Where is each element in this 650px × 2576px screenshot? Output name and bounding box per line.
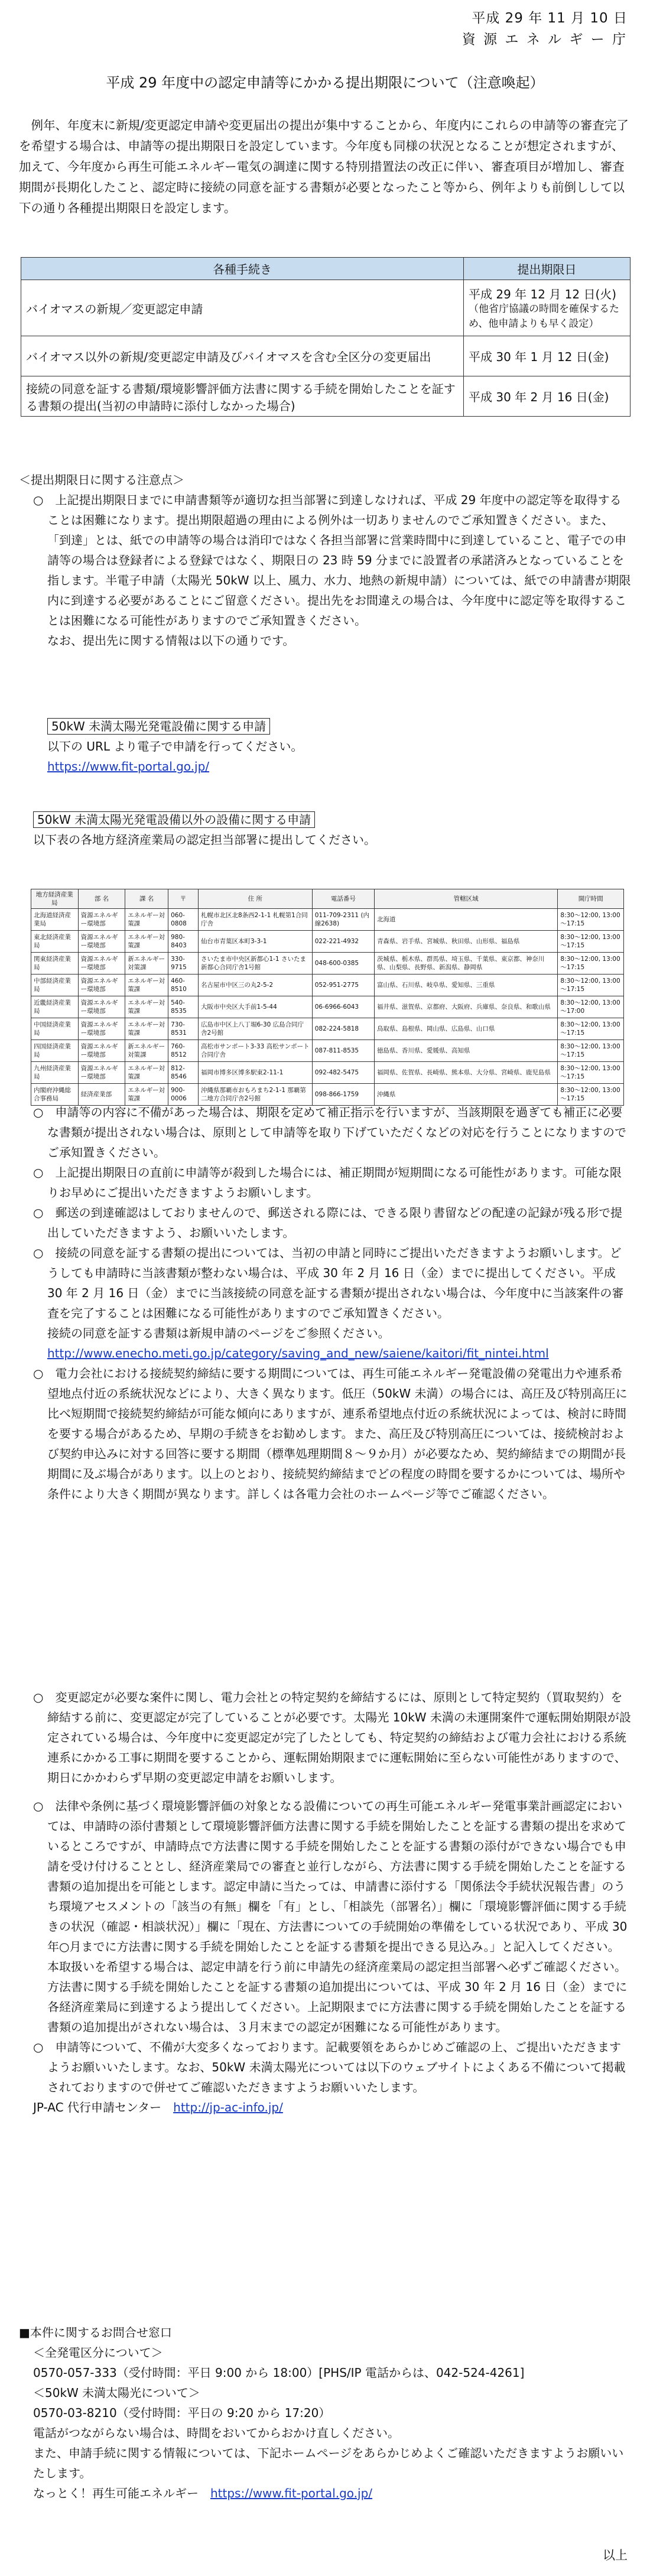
over-50kw-label: 50kW 未満太陽光発電設備以外の設備に関する申請 [33, 811, 315, 828]
under-50kw-text: 以下の URL より電子で申請を行ってください。 [47, 739, 303, 753]
office-cell: 鳥取県、島根県、岡山県、広島県、山口県 [374, 1018, 557, 1040]
contact-heading: ■本件に関するお問合せ窓口 [19, 2325, 172, 2340]
deadline-table [21, 257, 630, 417]
table-row [31, 996, 624, 1018]
contact-all-label: ＜全発電区分について＞ [33, 2346, 163, 2360]
office-cell: 060-0808 [168, 909, 199, 931]
office-cell: 中部経済産業局 [31, 974, 79, 996]
bullet-text: ○ 申請等の内容に不備があった場合は、期限を定めて補正指示を行いますが、当該期限を過ぎても補正に必要な書類が提出されない場合は、原則として申請等を取り下げていただくなどの対応を行うことになりますのでご承知置きください。 [33, 1105, 626, 1159]
deadline-date: 平成 30 年 1 月 12 日(金) [464, 336, 630, 376]
office-cell: エネルギー対策課 [125, 1018, 168, 1040]
notes-list-1 [19, 1102, 631, 1504]
table-row [31, 1040, 624, 1062]
table-row [31, 953, 624, 974]
office-cell: 富山県、石川県、岐阜県、愛知県、三重県 [374, 974, 557, 996]
intro-paragraph [19, 115, 631, 219]
contact-solar-line: 0570-03-8210（受付時間：平日の 9:20 から 17:20） [33, 2406, 331, 2420]
office-cell: 8:30～12:00, 13:00～17:15 [558, 909, 624, 931]
jpac-label: JP-AC 代行申請センター [33, 2100, 162, 2114]
office-cell: 内閣府沖縄総合事務局 [31, 1084, 79, 1106]
under-50kw-label: 50kW 未満太陽光発電設備に関する申請 [47, 718, 270, 735]
office-cell: 福岡市博多区博多駅東2-11-1 [198, 1062, 312, 1084]
table-row [21, 376, 630, 417]
office-cell: エネルギー対策課 [125, 909, 168, 931]
office-cell: 名古屋市中区三の丸2-5-2 [198, 974, 312, 996]
bullet-text: ○ 法律や条例に基づく環境影響評価の対象となる設備についての再生可能エネルギー発電事業計画認定においては、申請時の添付書類として環境影響評価方法書に関する手続を開始したことを証する書類の提出を求めているところですが、申請時点で方法書に関する手続を開始したことを証する書類の添付ができない場合でも申請を受け付けることとし、経済産業局での審査と並行しながら、方法書に関する手続を開始したことを証する書類の追加提出を可能とします。認定申請に当たっては、申請書に添付する「関係法令手続状況報告書」のうち環境アセスメントの「該当の有無」欄を「有」とし、「相談先（部署名）」欄に「環境影響評価に関する手続きの状況（確認・相談状況）」欄に「現在、方法書についての手続開始の準備をしている状況であり、平成 30 年○月までに方法書に関する手続を開始したことを証する書類を提出できる見込み。」と記入してください。本取扱いを希望する場合は、認定申請を行う前に申請先の経済産業局の認定担当部署へ必ずご確認ください。方法書に関する手続を開始したことを証する書類の追加提出については、平成 30 年 2 月 16 日（金）までに各経済産業局に到達するよう提出してください。上記期限までに方法書に関する手続を開始したことを証する書類の追加提出がされない場合は、３月末までの認定が困難になる可能性があります。 [33, 1799, 628, 2034]
office-cell: 8:30～12:00, 13:00～17:15 [558, 1040, 624, 1062]
office-cell: 760-8512 [168, 1040, 199, 1062]
intro-text: 例年、年度末に新規/変更認定申請や変更届出の提出が集中することから、年度内にこれらの申請等の審査完了を希望する場合は、申請等の提出期限日を設定しています。今年度も同様の状況となることが想定されますが、加えて、今年度から再生可能エネルギー電気の調達に関する特別措置法の改正に伴い、審査項目が増加し、審査期間が長期化したこと、認定時に接続の同意を証する書類が必要となったこと等から、例年よりも前倒しして以下の通り各種提出期限日を設定します。 [19, 118, 629, 215]
office-cell: 540-8535 [168, 996, 199, 1018]
office-cell: 8:30～12:00, 13:00～17:15 [558, 974, 624, 996]
office-cell: 087-811-8535 [312, 1040, 374, 1062]
deadline-header-row [21, 258, 630, 280]
office-cell: 沖縄県那覇市おもろまち2-1-1 那覇第二地方合同庁舎2号館 [198, 1084, 312, 1106]
office-cell: 広島市中区上八丁堀6-30 広島合同庁舎2号館 [198, 1018, 312, 1040]
bullet-text: ○ 電力会社における接続契約締結に要する期間については、再生可能エネルギー発電設備の発電出力や連系希望地点付近の系統状況などにより、大きく異なります。低圧（50kW 未満）の場合には、高圧及び特別高圧に比べ短期間で接続契約締結が可能な傾向にありますが、連系希望地点付近の系統状況によっては、検討に時間を要する場合があるため、早期の手続きをお勧めします。また、高圧及び特別高圧については、接続検討および契約申込みに対する回答に要する期間（標準処理期間８～９か月）が必要なため、契約締結までの期間が長期間に及ぶ場合があります。以上のとおり、接続契約締結までどの程度の時間を要するかについては、場所や条件により大きく期間が異なります。詳しくは各電力会社のホームページ等でご確認ください。 [33, 1366, 628, 1501]
table-row [31, 1018, 624, 1040]
fit-portal-link[interactable]: https://www.fit-portal.go.jp/ [47, 759, 210, 774]
office-cell: 仙台市青葉区本町3-3-1 [198, 931, 312, 953]
office-cell: 東北経済産業局 [31, 931, 79, 953]
office-cell: 8:30～12:00, 13:00～17:15 [558, 931, 624, 953]
contact-portal-line: また、申請手続に関する情報については、下記ホームページをあらかじめよくご確認いただきますようお願いいたします。 [33, 2446, 624, 2480]
office-cell: 関東経済産業局 [31, 953, 79, 974]
office-cell: 資源エネルギー環境部 [78, 931, 125, 953]
table-row [31, 974, 624, 996]
office-cell: 330-9715 [168, 953, 199, 974]
office-cell: 092-482-5475 [312, 1062, 374, 1084]
deadline-notes [19, 470, 631, 651]
bullet-text: ○ 郵送の到達確認はしておりませんので、郵送される際には、できる限り書留などの配達の記録が残る形で提出していただきますよう、お願いいたします。 [33, 1206, 623, 1240]
table-row [21, 280, 630, 336]
header-deadline: 提出期限日 [464, 258, 630, 280]
nattoku-label: なっとく！再生可能エネルギー [33, 2486, 199, 2500]
deadline-date: 平成 29 年 12 月 12 日(火) [469, 287, 617, 301]
office-cell: エネルギー対策課 [125, 931, 168, 953]
table-row [21, 336, 630, 376]
office-cell: 資源エネルギー環境部 [78, 974, 125, 996]
note-text: なお、提出先に関する情報は以下の通りです。 [47, 634, 295, 648]
office-cell: 中国経済産業局 [31, 1018, 79, 1040]
procedure-cell: バイオマス以外の新規/変更認定申請及びバイオマスを含む全区分の変更届出 [21, 336, 464, 376]
under-50kw-section [19, 716, 631, 777]
procedure-cell: 接続の同意を証する書類/環境影響評価方法書に関する手続を開始したことを証する書類の提出(当初の申請時に添付しなかった場合) [21, 376, 464, 417]
office-cell: エネルギー対策課 [125, 996, 168, 1018]
jpac-line [19, 2097, 631, 2117]
office-cell: 8:30～12:00, 13:00～17:00 [558, 996, 624, 1018]
office-cell: エネルギー対策課 [125, 974, 168, 996]
nattoku-line [19, 2483, 631, 2503]
table-row [31, 909, 624, 931]
office-cell: 九州経済産業局 [31, 1062, 79, 1084]
enecho-link[interactable]: http://www.enecho.meti.go.jp/category/saving_and_new/saiene/kaitori/fit_nintei.html [47, 1346, 549, 1360]
office-col-header: 開庁時間 [558, 889, 624, 909]
office-cell: 8:30～12:00, 13:00～17:15 [558, 1084, 624, 1106]
office-cell: 福井県、滋賀県、京都府、大阪府、兵庫県、奈良県、和歌山県 [374, 996, 557, 1018]
note-text: ○ 上記提出期限日までに申請書類等が適切な担当部署に到達しなければ、平成 29 年度中の認定等を取得することは困難になります。提出期限超過の理由による例外は一切ありませんのでご承知置きください。また、「到達」とは、紙での申請等の場合は消印ではなく各担当部署に営業時間中に到達していること、電子での申請等の場合は登録者による登録ではなく、期限日の 23 時 59 分までに設置者の承諾済みとなっていることを指します。半電子申請（太陽光 50kW 以上、風力、水力、地熱の新規申請）については、紙での申請書が期限内に到達する必要があることにご留意ください。提出先をお間違えの場合は、今年度中に認定等を取得することは困難になる可能性がありますのでご承知置きください。 [33, 493, 631, 628]
office-col-header: 電話番号 [312, 889, 374, 909]
office-cell: 8:30～12:00, 13:00～17:15 [558, 1062, 624, 1084]
office-cell: 茨城県、栃木県、群馬県、埼玉県、千葉県、東京都、神奈川県、山梨県、長野県、新潟県、静岡県 [374, 953, 557, 974]
procedure-cell: バイオマスの新規／変更認定申請 [21, 280, 464, 336]
deadline-cell [464, 280, 630, 336]
office-cell: 052-951-2775 [312, 974, 374, 996]
office-cell: 青森県、岩手県、宮城県、秋田県、山形県、福島県 [374, 931, 557, 953]
table-row [31, 931, 624, 953]
contact-section [19, 2322, 631, 2503]
bullet-text: ○ 変更認定が必要な案件に関し、電力会社との特定契約を締結するには、原則として特定契約（買取契約）を締結する前に、変更認定が完了していることが必要です。太陽光 10kW 未満の未運開案件で運転開始期限が設定されている場合は、今年度中に変更認定が完了したとしても、特定契約の締結および電力会社における系統連系にかかる工事に期間を要することから、運転開始期限までに運転開始に至らない可能性がありますので、期日にかかわらず早期の変更認定申請をお願いします。 [33, 1690, 631, 1785]
office-cell: 福岡県、佐賀県、長崎県、熊本県、大分県、宮崎県、鹿児島県 [374, 1062, 557, 1084]
office-cell: 資源エネルギー環境部 [78, 953, 125, 974]
bullet-text: ○ 上記提出期限日の直前に申請等が殺到した場合には、補正期間が短期間になる可能性があります。可能な限りお早めにご提出いただきますようお願いします。 [33, 1165, 622, 1200]
office-cell: 8:30～12:00, 13:00～17:15 [558, 953, 624, 974]
office-cell: 四国経済産業局 [31, 1040, 79, 1062]
issue-date: 平成 29 年 11 月 10 日 [472, 11, 628, 26]
office-cell: 980-8403 [168, 931, 199, 953]
office-cell: 082-224-5818 [312, 1018, 374, 1040]
office-cell: 沖縄県 [374, 1084, 557, 1106]
office-cell: 460-8510 [168, 974, 199, 996]
office-cell: 8:30～12:00, 13:00～17:15 [558, 1018, 624, 1040]
office-cell: 資源エネルギー環境部 [78, 1018, 125, 1040]
bullet-text: ○ 申請等について、不備が大変多くなっております。記載要領をあらかじめご確認の上、ご提出いただきますようお願いいたします。なお、50kW 未満太陽光については以下のウェブサイトによくある不備について掲載されておりますので併せてご確認いただきますようお願いいたします。 [33, 2040, 626, 2094]
page-title: 平成 29 年度中の認定申請等にかかる提出期限について（注意喚起） [106, 74, 544, 91]
office-col-header: 管轄区域 [374, 889, 557, 909]
regional-offices-table [31, 889, 624, 1106]
office-cell: 札幌市北区北8条西2-1-1 札幌第1合同庁舎 [198, 909, 312, 931]
office-col-header: 地方経済産業局 [31, 889, 79, 909]
office-cell: 812-8546 [168, 1062, 199, 1084]
end-mark: 以上 [603, 2548, 628, 2562]
contact-solar-label: ＜50kW 未満太陽光について＞ [33, 2386, 200, 2400]
office-col-header: 部 名 [78, 889, 125, 909]
office-cell: さいたま市中央区新都心1-1 さいたま新都心合同庁舎1号館 [198, 953, 312, 974]
office-cell: 資源エネルギー環境部 [78, 1040, 125, 1062]
office-cell: 経済産業部 [78, 1084, 125, 1106]
office-cell: 高松市サンポート3-33 高松サンポート合同庁舎 [198, 1040, 312, 1062]
office-cell: 北海道経済産業局 [31, 909, 79, 931]
office-cell: 048-600-0385 [312, 953, 374, 974]
office-col-header: 〒 [168, 889, 199, 909]
office-cell: 新エネルギー対策課 [125, 953, 168, 974]
office-cell: 新エネルギー対策課 [125, 1040, 168, 1062]
office-cell: 大阪市中央区大手前1-5-44 [198, 996, 312, 1018]
office-cell: 900-0006 [168, 1084, 199, 1106]
office-cell: 近畿経済産業局 [31, 996, 79, 1018]
office-cell: エネルギー対策課 [125, 1062, 168, 1084]
notes-list-2 [19, 1687, 631, 2117]
office-col-header: 住 所 [198, 889, 312, 909]
contact-busy-line: 電話がつながらない場合は、時間をおいてからおかけ直しください。 [33, 2426, 399, 2440]
deadline-note: （他省庁協議の時間を確保するため、他申請よりも早く設定） [469, 303, 619, 330]
notes-heading: ＜提出期限日に関する注意点＞ [19, 473, 184, 487]
office-cell: 資源エネルギー環境部 [78, 1062, 125, 1084]
office-cell: 011-709-2311 (内線2638) [312, 909, 374, 931]
office-cell: 資源エネルギー環境部 [78, 996, 125, 1018]
office-header-row [31, 889, 624, 909]
office-cell: 022-221-4932 [312, 931, 374, 953]
consent-text: 接続の同意を証する書類は新規申請のページをご参照ください。 [47, 1326, 390, 1340]
office-cell: 06-6966-6043 [312, 996, 374, 1018]
office-cell: 北海道 [374, 909, 557, 931]
office-cell: エネルギー対策課 [125, 1084, 168, 1106]
table-row [31, 1062, 624, 1084]
header-procedure: 各種手続き [21, 258, 464, 280]
jpac-link[interactable]: http://jp-ac-info.jp/ [173, 2100, 283, 2114]
over-50kw-text: 以下表の各地方経済産業局の認定担当部署に提出してください。 [33, 833, 376, 847]
issuing-agency: 資 源 エ ネ ル ギ ー 庁 [462, 32, 628, 47]
office-cell: 098-866-1759 [312, 1084, 374, 1106]
contact-all-line: 0570-057-333（受付時間：平日 9:00 から 18:00）[PHS/IP 電話からは、042-524-4261] [33, 2366, 525, 2380]
over-50kw-section [19, 810, 631, 850]
bullet-text: ○ 接続の同意を証する書類の提出については、当初の申請と同時にご提出いただきますようお願いします。どうしても申請時に当該書類が整わない場合は、平成 30 年 2 月 16 日（金）までに提出してください。平成 30 年 2 月 16 日（金）までに当該接続の同意を証する書類が提出されない場合は、今年度中に当該案件の審査を完了することは困難になる可能性がありますのでご承知置きください。 [33, 1246, 624, 1320]
office-cell: 730-8531 [168, 1018, 199, 1040]
portal-link[interactable]: https://www.fit-portal.go.jp/ [210, 2486, 373, 2500]
deadline-date: 平成 30 年 2 月 16 日(金) [464, 376, 630, 417]
office-cell: 徳島県、香川県、愛媛県、高知県 [374, 1040, 557, 1062]
office-cell: 資源エネルギー環境部 [78, 909, 125, 931]
office-col-header: 課 名 [125, 889, 168, 909]
